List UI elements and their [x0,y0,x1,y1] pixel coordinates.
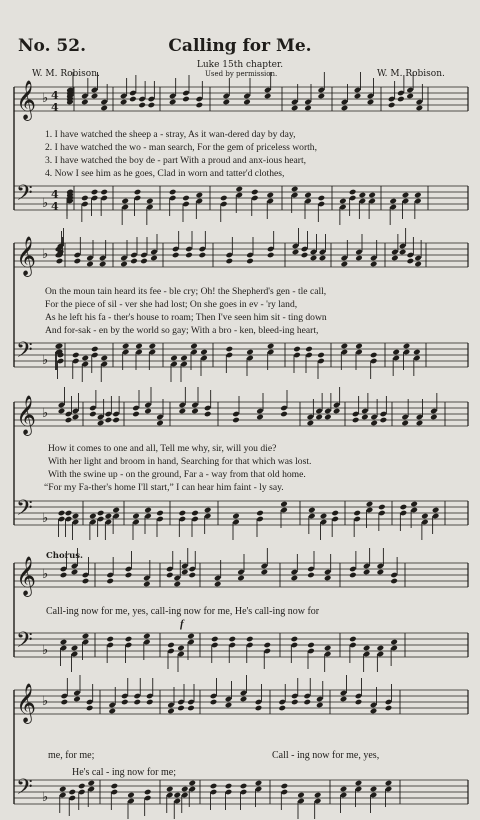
note-head [385,705,393,712]
note-head [407,258,415,265]
note-head [291,636,299,643]
note-head [196,102,204,109]
note-head [179,510,187,517]
chorus-label: Chorus. [46,551,84,561]
note-head [304,192,312,199]
note-head [177,645,185,652]
note-head [400,504,408,511]
note-head [135,343,143,350]
note-head [125,572,133,579]
note-head [403,343,411,350]
note-head [74,258,82,265]
note-head [226,258,234,265]
note-head [133,699,141,706]
note-head [255,780,263,787]
treble-clef-icon: 𝄞 [16,556,37,596]
note-head [185,252,193,259]
note-head [291,186,299,193]
note-head [225,702,233,709]
note-head [320,513,328,520]
note-head [303,699,311,706]
note-head [105,513,113,520]
note-head [99,261,107,268]
note-head [370,261,378,268]
note-head [352,417,360,424]
note-head [100,355,108,362]
bass-clef-icon: 𝄢 [16,496,33,526]
note-head [191,510,199,517]
note-head [149,343,157,350]
note-head [156,510,164,517]
time-signature: 4 [51,188,59,201]
note-head [267,252,275,259]
note-head [291,105,299,112]
flat-key-signature: ♭ [42,511,49,526]
note-head [150,255,158,262]
note-head [243,99,251,106]
note-head [281,783,289,790]
note-head [86,705,94,712]
note-head [106,636,114,643]
note-head [140,258,148,265]
note-head [223,99,231,106]
note-head [310,255,318,262]
note-head [82,578,90,585]
note-head [127,792,135,799]
note-head [210,699,218,706]
note-head [146,198,154,205]
note-head [292,249,300,256]
note-head [377,569,385,576]
note-head [353,510,361,517]
note-head [370,786,378,793]
note-head [377,645,385,652]
note-head [177,705,185,712]
time-signature: 4 [51,89,59,102]
note-head [370,708,378,715]
note-head [144,789,152,796]
note-head [430,414,438,421]
note-head [188,780,196,787]
note-head [410,501,418,508]
time-signature: 4 [51,101,59,114]
hymn-title: Calling for Me. [168,36,312,56]
note-head [191,408,199,415]
note-head [308,507,316,514]
chorus-line-3: He's cal - ing now for me; [72,767,176,778]
note-head [181,569,189,576]
note-head [172,252,180,259]
note-head [414,192,422,199]
note-head [144,507,152,514]
note-head [169,189,177,196]
note-head [91,346,99,353]
note-head [200,349,208,356]
verse-line-4-3: “For my Fa-ther's home I'll start,” I can hear him faint - ly say. [44,482,284,493]
permission-note: Used by permission. [205,70,278,78]
note-head [91,93,99,100]
note-head [86,261,94,268]
flat-key-signature: ♭ [42,694,49,709]
note-head [134,189,142,196]
note-head [291,699,299,706]
note-head [355,780,363,787]
note-head [232,417,240,424]
note-head [167,708,175,715]
words-author: W. M. Robison. [32,69,100,79]
note-head [204,411,212,418]
chorus-line-2a: me, for me; [48,750,95,761]
note-head [304,105,312,112]
bass-clef-icon: 𝄢 [16,628,33,658]
note-head [280,411,288,418]
note-head [111,783,119,790]
note-head [380,417,388,424]
note-head [187,633,195,640]
note-head [301,252,309,259]
note-head [132,411,140,418]
music-composer: W. M. Robison. [377,69,445,79]
note-head [316,702,324,709]
note-head [293,346,301,353]
note-head [120,261,128,268]
note-head [81,99,89,106]
note-head [416,420,424,427]
note-head [307,642,315,649]
note-head [173,792,181,799]
note-head [129,96,137,103]
note-head [108,708,116,715]
chorus-line-1: Call-ing now for me, yes, call-ing now for me, He's call-ing now for [46,606,320,617]
note-head [432,507,440,514]
dynamic-forte: f [180,618,184,630]
note-head [256,510,264,517]
bass-clef-icon: 𝄢 [16,338,33,368]
note-head [305,346,313,353]
note-head [179,408,187,415]
note-head [361,414,369,421]
note-head [355,699,363,706]
chorus-line-2b: Call - ing now for me, yes, [272,750,380,761]
note-head [71,645,79,652]
note-head [196,192,204,199]
note-head [143,581,151,588]
note-head [402,192,410,199]
note-head [112,417,120,424]
note-head [307,572,315,579]
note-head [112,507,120,514]
note-head [143,633,151,640]
note-head [341,343,349,350]
note-head [220,195,228,202]
note-head [65,510,73,517]
note-head [359,192,367,199]
note-head [56,343,64,350]
note-head [388,102,396,109]
note-head [416,105,424,112]
note-head [232,513,240,520]
note-head [132,513,140,520]
note-head [182,195,190,202]
note-head [100,189,108,196]
note-head [78,783,86,790]
note-head [333,408,341,415]
note-head [370,352,378,359]
note-head [366,501,374,508]
note-head [144,408,152,415]
note-head [340,786,348,793]
note-head [120,99,128,106]
note-head [130,258,138,265]
note-head [187,705,195,712]
note-head [340,696,348,703]
flat-key-signature: ♭ [42,247,49,262]
note-head [324,414,332,421]
note-head [166,786,174,793]
note-head [228,636,236,643]
note-head [106,578,114,585]
note-head [89,513,97,520]
note-head [367,99,375,106]
note-head [421,513,429,520]
note-head [399,249,407,256]
note-head [280,501,288,508]
note-head [58,408,66,415]
note-head [341,105,349,112]
note-head [307,420,315,427]
flat-key-signature: ♭ [42,406,49,421]
note-head [58,510,66,517]
note-head [319,255,327,262]
note-head [264,93,272,100]
note-head [199,252,207,259]
bass-clef-icon: 𝄢 [16,775,33,805]
note-head [56,258,64,265]
note-head [167,642,175,649]
note-head [297,792,305,799]
note-head [390,639,398,646]
verse-line-1-2: On the moun tain heard its fee - ble cry; Oh! the Shepherd's gen - tle call, [45,286,327,297]
note-head [349,572,357,579]
note-head [370,420,378,427]
verse-line-2-3: With her light and broom in hand, Searching for that which was lost. [48,456,312,467]
note-head [156,420,164,427]
bass-clef-icon: 𝄢 [16,181,33,211]
flat-key-signature: ♭ [42,91,49,106]
note-head [91,189,99,196]
note-head [318,93,326,100]
note-head [60,572,68,579]
note-head [60,639,68,646]
note-head [317,352,325,359]
note-head [81,195,89,202]
note-head [413,349,421,356]
flat-key-signature: ♭ [42,353,49,368]
note-head [125,636,133,643]
note-head [251,189,259,196]
verse-line-2-2: For the piece of sil - ver she had lost; On she goes in ev - 'ry land, [45,299,298,310]
note-head [401,420,409,427]
note-head [318,195,326,202]
flat-key-signature: ♭ [42,196,49,211]
note-head [81,355,89,362]
verse-line-1-1: 1. I have watched the sheep a - stray, As it wan-dered day by day, [45,129,296,140]
note-head [263,642,271,649]
note-head [385,780,393,787]
note-head [363,645,371,652]
note-head [355,255,363,262]
note-head [173,581,181,588]
verse-line-4-1: 4. Now I see him as he goes, Clad in worn and tatter'd clothes, [45,168,285,179]
note-head [235,186,243,193]
note-head [148,102,156,109]
note-head [182,96,190,103]
note-head [166,572,174,579]
note-head [65,417,73,424]
note-head [121,198,129,205]
note-head [225,783,233,790]
note-head [246,636,254,643]
note-head [331,510,339,517]
time-signature: 4 [51,200,59,213]
note-head [278,705,286,712]
note-head [211,636,219,643]
note-head [390,578,398,585]
note-head [315,414,323,421]
note-head [246,258,254,265]
note-head [341,261,349,268]
note-head [391,255,399,262]
note-head [204,507,212,514]
note-head [97,420,105,427]
treble-clef-icon: 𝄞 [16,80,37,120]
note-head [267,343,275,350]
note-head [170,355,178,362]
verse-line-3-1: 3. I have watched the boy de - part With a proud and anx-ious heart, [45,155,307,166]
note-head [181,786,189,793]
note-head [237,575,245,582]
note-head [255,705,263,712]
note-head [240,783,248,790]
note-head [72,513,80,520]
note-head [71,569,79,576]
verse-line-2-1: 2. I have watched the wo - man search, For the gem of priceless worth, [45,142,317,153]
note-head [138,102,146,109]
note-head [87,780,95,787]
note-head [82,633,90,640]
note-head [349,636,357,643]
note-head [261,569,269,576]
note-head [414,261,422,268]
flat-key-signature: ♭ [42,790,49,805]
hymn-number: No. 52. [18,36,86,56]
note-head [61,699,69,706]
note-head [210,783,218,790]
note-head [226,346,234,353]
note-head [324,575,332,582]
note-head [397,96,405,103]
flat-key-signature: ♭ [42,567,49,582]
note-head [354,93,362,100]
note-head [406,93,414,100]
note-head [89,411,97,418]
note-head [392,349,400,356]
note-head [146,699,154,706]
note-head [100,105,108,112]
note-head [324,645,332,652]
verse-line-3-3: With the swine up - on the ground, Far a - way from that old home. [48,469,306,480]
note-head [246,349,254,356]
note-head [240,696,248,703]
verse-line-4-2: And for-sak - en by the world so gay; With a bro - ken, bleed-ing heart, [45,325,319,336]
scripture-reference: Luke 15th chapter. [196,60,284,70]
note-head [180,355,188,362]
note-head [363,569,371,576]
note-head [291,575,299,582]
note-head [188,572,196,579]
note-head [266,192,274,199]
treble-clef-icon: 𝄞 [16,236,37,276]
note-head [314,792,322,799]
verse-line-1-3: How it comes to one and all, Tell me why, sir, will you die? [48,443,277,454]
treble-clef-icon: 𝄞 [16,683,37,723]
note-head [355,343,363,350]
note-head [73,696,81,703]
note-head [214,581,222,588]
note-head [190,343,198,350]
verse-line-3-2: As he left his fa - ther's house to roam; Then I've seen him sit - ting down [45,312,327,323]
note-head [97,510,105,517]
note-head [368,192,376,199]
treble-clef-icon: 𝄞 [16,395,37,435]
note-head [68,789,76,796]
note-head [169,99,177,106]
note-head [59,786,67,793]
note-head [339,198,347,205]
note-head [389,198,397,205]
flat-key-signature: ♭ [42,643,49,658]
note-head [105,417,113,424]
note-head [72,414,80,421]
note-head [349,189,357,196]
note-head [72,352,80,359]
note-head [121,699,129,706]
note-head [256,414,264,421]
note-head [122,343,130,350]
note-head [378,504,386,511]
